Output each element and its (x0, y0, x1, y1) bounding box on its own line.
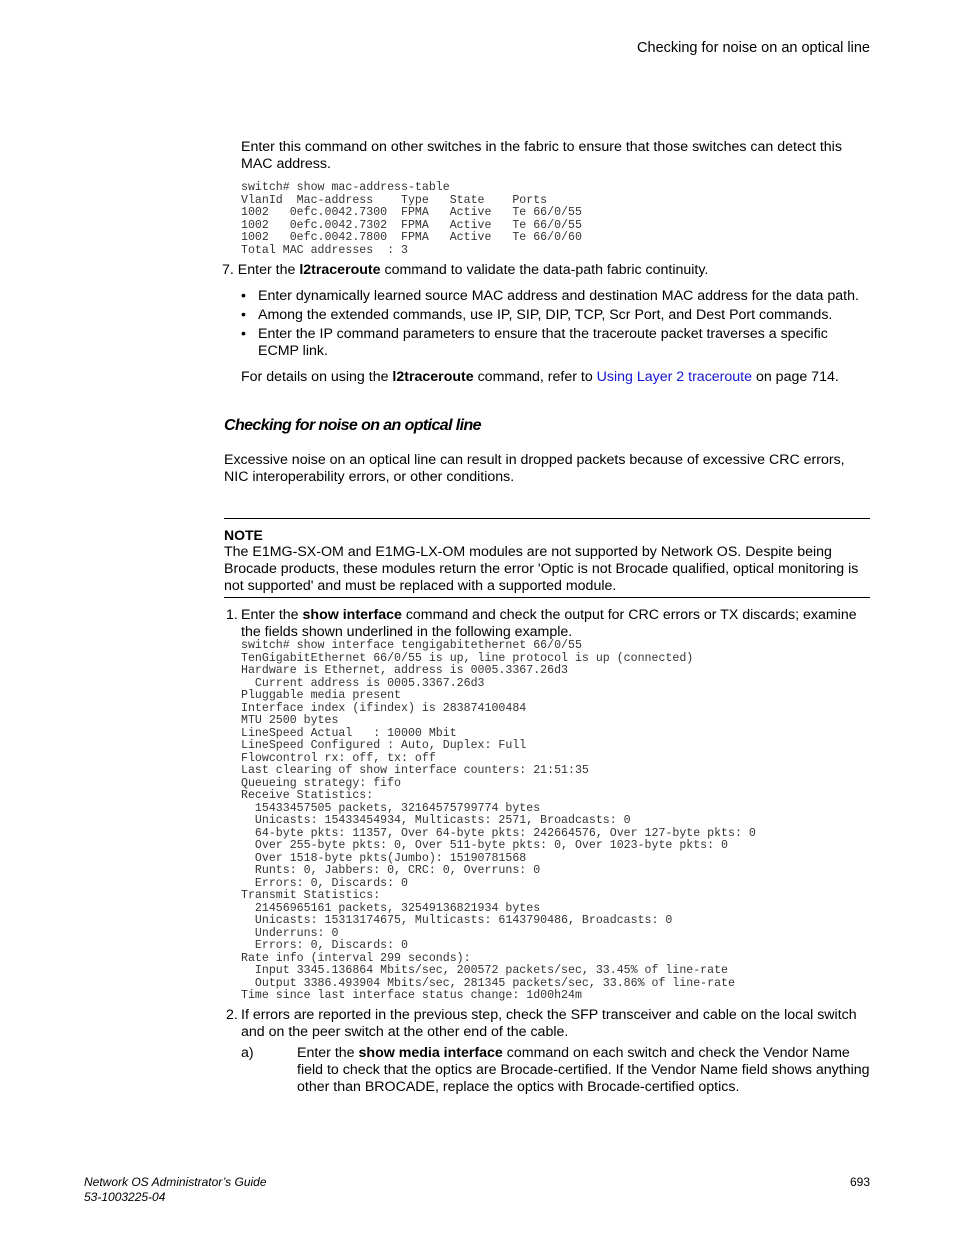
bullet-icon: • (241, 288, 246, 304)
code-show-interface: switch# show interface tengigabitethernet 66/0/55 TenGigabitEthernet 66/0/55 is up, line protocol is up (connected) Hardware is Ethernet, address is 0005.3367.26d3 Current address is 0005.3367.26d3 Pluggable media present Interface index (ifindex) is 283874100484 MTU 2500 bytes LineSpeed Actual : 10000 Mbit LineSpeed Configured : Auto, Duplex: Full Flowcontrol rx: off, tx: off Last clearing of show interface counters: 21:51:35 Queueing strategy: fifo Receive Statistics: 15433457505 packets, 32164575799774 bytes Unicasts: 15433454934, Multicasts: 2571, Broadcasts: 0 64-byte pkts: 11357, Over 64-byte pkts: 242664576, Over 127-byte pkts: 0 Over 255-byte pkts: 0, Over 511-byte pkts: 0, Over 1023-byte pkts: 0 Over 1518-byte pkts(Jumbo): 15190781568 Runts: 0, Jabbers: 0, CRC: 0, Overruns: 0 Errors: 0, Discards: 0 Transmit Statistics: 21456965161 packets, 32549136821934 bytes Unicasts: 15313174675, Multicasts: 6143790486, Broadcasts: 0 Underruns: 0 Errors: 0, Discards: 0 Rate info (interval 299 seconds): Input 3345.136864 Mbits/sec, 200572 packets/sec, 33.45% of line-rate Output 3386.493904 Mbits/sec, 281345 packets/sec, 33.86% of line-rate Time since last interface status change: 1d00h24m (241, 639, 756, 1002)
details-paragraph: For details on using the l2traceroute command, refer to Using Layer 2 traceroute on page 714. (241, 369, 839, 385)
code-mac-address-table: switch# show mac-address-table VlanId Mac-address Type State Ports 1002 0efc.0042.7300 FPMA Active Te 66/0/55 1002 0efc.0042.7302 FPMA Active Te 66/0/55 1002 0efc.0042.7800 FPMA Active Te 66/0/60 Total MAC addresses : 3 (241, 181, 582, 257)
step-2: 2. If errors are reported in the previous step, check the SFP transceiver and cable on the local switch and on the peer switch at the other end of the cable. (226, 1007, 857, 1040)
step-number: 2. (226, 1007, 238, 1023)
cross-reference-link[interactable]: Using Layer 2 traceroute (596, 369, 753, 385)
command-name: show media interface (358, 1045, 503, 1061)
list-item: • Enter dynamically learned source MAC address and destination MAC address for the data path. (241, 288, 859, 304)
step-1: 1. Enter the show interface command and check the output for CRC errors or TX discards; examine the fields shown underlined in the following example. (226, 607, 857, 640)
section-paragraph: Excessive noise on an optical line can result in dropped packets because of excessive CRC errors, NIC interoperability errors, or other conditions. (224, 452, 845, 485)
section-heading: Checking for noise on an optical line (224, 417, 481, 434)
footer-left (84, 1175, 267, 1205)
list-item: • Among the extended commands, use IP, SIP, DIP, TCP, Scr Port, and Dest Port commands. (241, 307, 833, 323)
intro-paragraph: Enter this command on other switches in the fabric to ensure that those switches can detect this MAC address. (241, 139, 842, 172)
bullet-icon: • (241, 326, 246, 342)
step-7: 7. Enter the l2traceroute command to validate the data-path fabric continuity. (222, 262, 709, 278)
step-number: 7. (222, 262, 234, 278)
substep-a: a) Enter the show media interface command on each switch and check the Vendor Name field to check that the optics are Brocade-certified. If the Vendor Name field shows anything other than BROCADE, replace the optics with Brocade-certified optics. (241, 1045, 870, 1095)
running-header: Checking for noise on an optical line (637, 40, 870, 56)
note-label: NOTE (224, 527, 263, 543)
bullet-icon: • (241, 307, 246, 323)
command-name: l2traceroute (392, 369, 474, 385)
footer-doc-number: 53-1003225-04 (84, 1190, 166, 1204)
step-number: 1. (226, 607, 238, 623)
command-name: show interface (302, 607, 402, 623)
list-item: • Enter the IP command parameters to ensure that the traceroute packet traverses a specific ECMP link. (241, 326, 828, 359)
bullet-list (241, 288, 871, 362)
page-number: 693 (849, 1175, 870, 1189)
note-top-rule (224, 518, 870, 519)
footer-guide-title: Network OS Administrator’s Guide (84, 1175, 267, 1189)
note-bottom-rule (224, 597, 870, 598)
command-name: l2traceroute (299, 262, 381, 278)
note-text: The E1MG-SX-OM and E1MG-LX-OM modules are not supported by Network OS. Despite being Brocade products, these modules return the error 'Optic is not Brocade qualified, optical monitoring is not supported' and must be replaced with a supported module. (224, 544, 859, 594)
substep-label: a) (241, 1045, 254, 1061)
